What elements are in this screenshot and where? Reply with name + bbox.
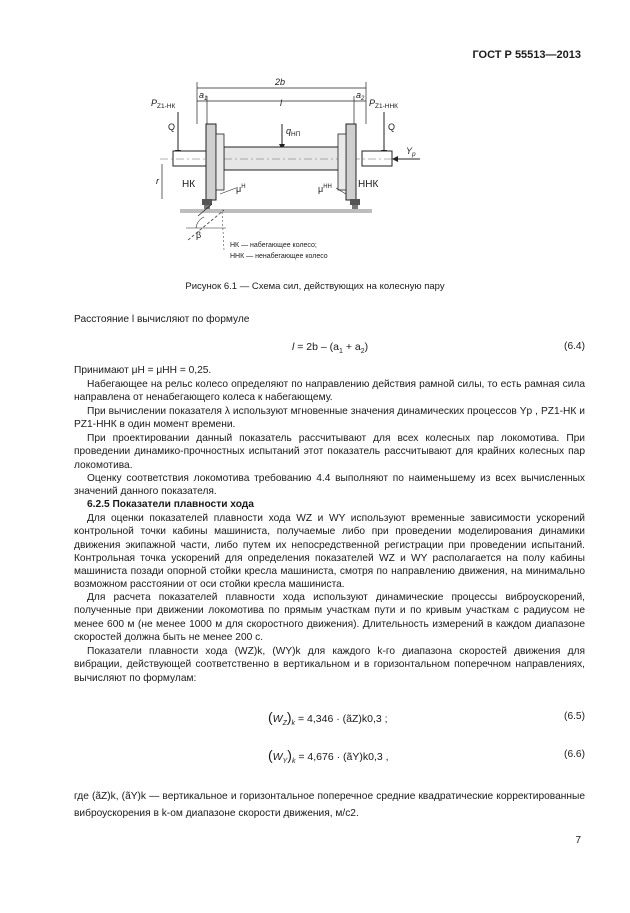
paragraph-leading-wheel: Набегающее на рельс колесо определяют по направлению действия рамной силы, то есть рамная сила направлена от ненабегающего колеса к набегающему. [74,379,585,404]
label-nk: НК [182,179,196,190]
paragraph-vibration-processes: Для расчета показателей плавности хода используют динамические процессы виброускорений, полученные при движении локомотива по прямым участкам пути и по кривым участкам с радиусом не менее 600 м (не менее 1000 м для скоростного движения). Длительность измерений в каждом диапазоне скоростей должна быть не менее 200 с. [74,592,585,643]
label-mu-h: $\mu^Н$ [236,184,246,194]
equation-6-5: $(W_Z)_k = 4,346$ · (ãZ)k0,3 ; [268,709,388,728]
label-a1: $a_1$ [199,90,208,102]
paragraph-ride-smoothness: Для оценки показателей плавности хода WZ и WY используют временные зависимости ускорений контрольной точки кабины машиниста, получаемые либо при проведении моделирования динамики движения экипажной части, либо путем их непосредственной регистрации при проведении испытаний. Контрольная точка ускорений для определения показателей WZ и WY располагается на полу кабины машиниста позади опорной стойки кресла машиниста, смотря по направлению движения, на минимально возможном расстоянии от оси стойки кресла машиниста. [74,513,585,591]
section-heading-6-2-5: 6.2.5 Показатели плавности хода [87,499,254,510]
label-a2: $a_2$ [356,90,365,102]
paragraph-assessment: Оценку соответствия локомотива требованию 4.4 выполняют по наименьшему из всех вычисленных значений данного показателя. [74,473,585,498]
label-p-left: $P_{Z1-НК}$ [151,98,176,110]
label-mu-hh: $\mu^{НН}$ [318,184,332,194]
paragraph-mu: Принимают μН = μНН = 0,25. [74,365,212,376]
label-2b: 2b [275,77,286,87]
paragraph-where: где (ãZ)k, (ãY)k — вертикальное и горизонтальное поперечное средние квадратические корректированные виброускорения в k-ом диапазоне скорости движения, м/с2. [74,791,585,819]
figure-caption: Рисунок 6.1 — Схема сил, действующих на колесную пару [185,281,445,292]
equation-6-4: $l = 2b - (a_1 + a_2)$ [292,341,369,356]
document-header: ГОСТ Р 55513—2013 [472,49,581,61]
paragraph-formulas-intro: Показатели плавности хода (WZ)k, (WY)k для каждого k-го диапазона скоростей движения для вибрации, действующей соответственно в вертикальном и в горизонтальном поперечном направлениях, вычисляют по формулам: [74,646,585,684]
equation-number-6-5: (6.5) [564,711,585,722]
label-nnk: ННК [358,179,379,190]
label-q-np: $q_{НП}$ [286,126,301,138]
label-q-right: Q [388,122,396,132]
label-p-right: $P_{Z1-ННК}$ [369,98,398,110]
label-r: r [156,176,159,186]
paragraph-design: При проектировании данный показатель рассчитывают для всех колесных пар локомотива. При проведении динамико-прочностных испытаний этот показатель рассчитывают для крайних колесных пар локомотива. [74,433,585,471]
paragraph-distance: Расстояние l вычисляют по формуле [74,314,250,325]
label-q-left: Q [168,122,176,132]
page-number: 7 [575,835,581,846]
label-l: l [280,98,282,108]
figure-wheelset-forces [140,72,440,277]
wheelset-diagram [140,72,440,272]
label-yr: $Y_р$ [406,146,416,158]
equation-number-6-4: (6.4) [564,341,585,352]
equation-6-6: $(W_Y)_k = 4,676$ · (ãY)k0,3 , [268,747,389,766]
legend-line-2: ННК — ненабегающее колесо [230,253,328,260]
label-beta: β [196,230,202,240]
legend-line-1: НК — набегающее колесо; [230,242,317,249]
equation-number-6-6: (6.6) [564,749,585,760]
paragraph-lambda: При вычислении показателя λ используют мгновенные значения динамических процессов Yр , PZ1-НК и PZ1-ННК в один момент времени. [74,406,585,431]
